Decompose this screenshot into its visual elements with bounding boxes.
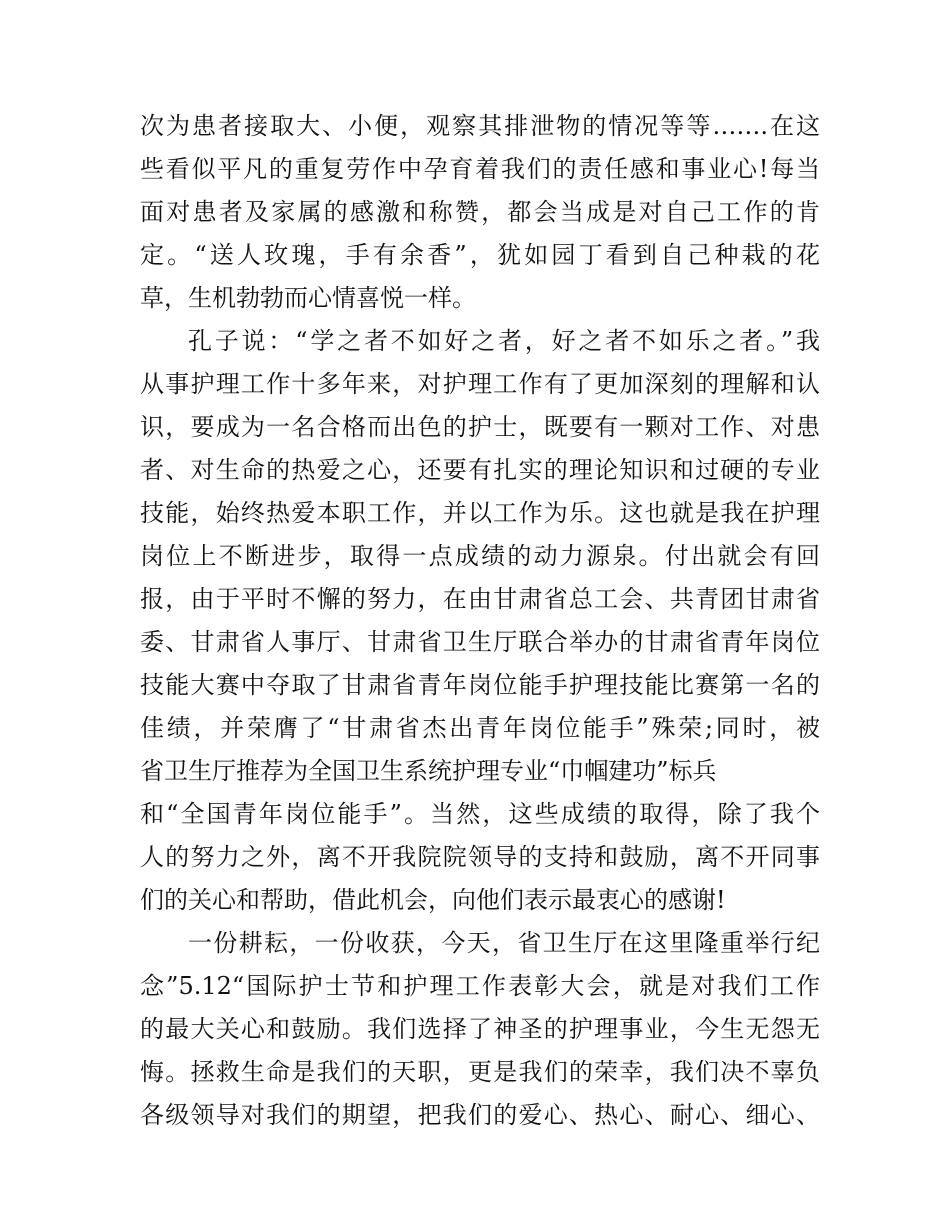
text-line: 们的关心和帮助，借此机会，向他们表示最衷心的感谢! [140,886,726,914]
text-line: 悔。拯救生命是我们的天职，更是我们的荣幸，我们决不辜负 [140,1058,820,1086]
text-line: 从事护理工作十多年来，对护理工作有了更加深刻的理解和认 [140,370,820,398]
text-line: 省卫生厅推荐为全国卫生系统护理专业“巾帼建功”标兵 [140,757,717,785]
text-line: 次为患者接取大、小便，观察其排泄物的情况等等…….在这 [140,112,820,140]
text-line: 念”5.12“国际护士节和护理工作表彰大会，就是对我们工作 [140,972,820,1000]
text-line: 委、甘肃省人事厅、甘肃省卫生厅联合举办的甘肃省青年岗位 [140,628,820,656]
paragraph-1 [140,105,820,320]
text-line: 定。“送人玫瑰，手有余香”，犹如园丁看到自己种栽的花 [140,241,820,269]
text-line: 草，生机勃勃而心情喜悦一样。 [140,284,476,312]
text-line: 技能，始终热爱本职工作，并以工作为乐。这也就是我在护理 [140,499,820,527]
text-line: 孔子说：“学之者不如好之者，好之者不如乐之者。”我 [188,327,820,355]
text-line: 的最大关心和鼓励。我们选择了神圣的护理事业，今生无怨无 [140,1015,820,1043]
text-line: 和“全国青年岗位能手”。当然，这些成绩的取得，除了我个 [140,800,820,828]
text-line: 佳绩，并荣膺了“甘肃省杰出青年岗位能手”殊荣;同时，被 [140,714,820,742]
text-line: 岗位上不断进步，取得一点成绩的动力源泉。付出就会有回 [140,542,820,570]
text-line: 识，要成为一名合格而出色的护士，既要有一颗对工作、对患 [140,413,820,441]
text-line: 者、对生命的热爱之心，还要有扎实的理论知识和过硬的专业 [140,456,820,484]
text-line: 人的努力之外，离不开我院院领导的支持和鼓励，离不开同事 [140,843,820,871]
paragraph-3 [140,922,820,1137]
paragraph-2 [140,320,820,922]
text-line: 技能大赛中夺取了甘肃省青年岗位能手护理技能比赛第一名的 [140,671,820,699]
text-line: 一份耕耘，一份收获，今天，省卫生厅在这里隆重举行纪 [188,929,820,957]
text-line: 些看似平凡的重复劳作中孕育着我们的责任感和事业心!每当 [140,155,820,183]
body-text [140,105,820,1137]
text-line: 面对患者及家属的感激和称赞，都会当成是对自己工作的肯 [140,198,820,226]
text-line: 各级领导对我们的期望，把我们的爱心、热心、耐心、细心、 [140,1101,820,1129]
text-line: 报，由于平时不懈的努力，在由甘肃省总工会、共青团甘肃省 [140,585,820,613]
